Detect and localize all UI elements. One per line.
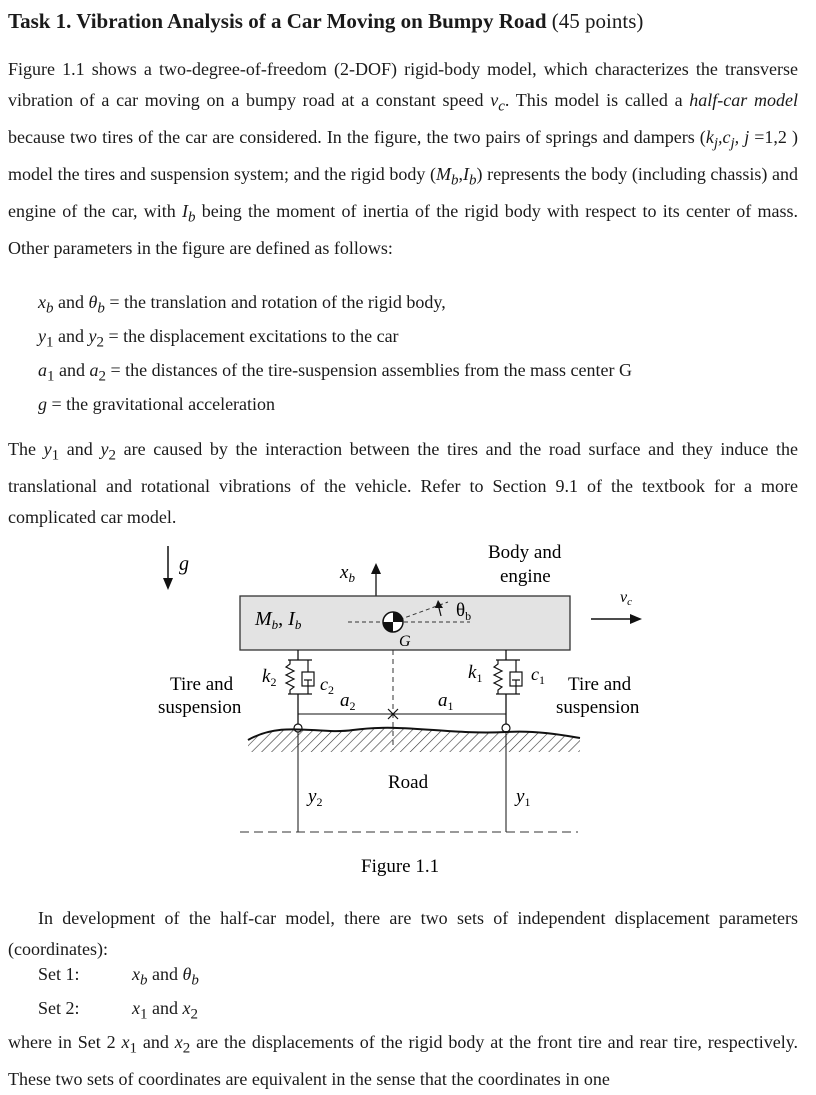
intro-text-3: because two tires of the car are considered. In the figure, the two pairs of springs and dampers (	[8, 126, 706, 147]
rear-suspension	[286, 650, 314, 732]
set-item: Set 2: $x_1$ and $x_2$	[38, 998, 198, 1023]
set-item: Set 1: $x_b$ and $\theta_b$	[38, 964, 199, 989]
c1-label: $c_1$	[531, 664, 545, 687]
a2-label: $a_2$	[340, 690, 356, 713]
speed-label: vc	[620, 589, 632, 608]
definitions-list	[38, 285, 798, 421]
intro-text-5: represents the body (including chassis) and engine of the car, with	[8, 163, 799, 221]
page-title	[8, 8, 798, 34]
left-label-line2: suspension	[158, 697, 242, 718]
front-suspension	[494, 650, 522, 732]
gravity-label: g	[179, 553, 189, 575]
right-label-line2: suspension	[556, 697, 640, 718]
y2-label: $y_2$	[308, 786, 323, 809]
intro-text-4: model the tires and suspension system; and the rigid body (	[8, 163, 436, 184]
title-points: (45 points)	[551, 9, 644, 33]
k1-label: $k_1$	[468, 662, 483, 685]
figure-caption: Figure 1.1	[361, 856, 440, 877]
road-label: Road	[388, 772, 429, 793]
definition-item: $x_b$ and $\theta_b$ = the translation and rotation of the rigid body,	[38, 292, 446, 317]
intro-text-1: Figure 1.1 shows a two-degree-of-freedom (2-DOF) rigid-body model, which characterizes the transverse vibration of a car moving on a bumpy road at a constant speed	[8, 59, 798, 110]
y1-label: $y_1$	[516, 786, 531, 809]
half-car-figure	[8, 530, 798, 885]
mass-inertia-label: $M_b$, $I_b$	[255, 608, 302, 632]
theta-label: $\theta_b$	[456, 600, 472, 623]
intro-paragraph: Figure 1.1 shows a two-degree-of-freedom (2-DOF) rigid-body model, which characterizes the transverse vibration of a car moving on a bumpy road at a constant speed $v_c$. This model is called a half-car model because two tires of the car are considered. In the figure, the two pairs of springs and dampers ($k_j,c_j$, j =1,2 ) model the tires and suspension system; and the rigid body $(M_b,I_b)$ represents the body (including chassis) and engine of the car, with $I_b$ being the moment of inertia of the rigid body with respect to its center of mass. Other parameters in the figure are defined as follows:	[8, 59, 799, 258]
definition-item: g = the gravitational acceleration	[38, 394, 276, 414]
excitation-paragraph: The $y_1$ and $y_2$ are caused by the interaction between the tires and the road surface and they induce the translational and rotational vibrations of the vehicle. Refer to Section 9.1 of the textbook for a more complicated car model.	[8, 439, 799, 527]
coordinate-sets	[38, 957, 798, 1025]
body-label-line1: Body and	[488, 542, 562, 563]
intro-text-6: being the moment of inertia of the rigid body with respect to its center of mass. Other parameters in the figure are defined as follows:	[8, 200, 799, 258]
right-label-line1: Tire and	[568, 674, 632, 695]
xb-label: $x_b$	[340, 562, 355, 585]
definition-item: $a_1$ and $a_2$ = the distances of the tire-suspension assemblies from the mass center G	[38, 360, 633, 385]
closing-paragraph: where in Set 2 $x_1$ and $x_2$ are the displacements of the rigid body at the front tire and rear tire, respectively. These two sets of coordinates are equivalent in the sense that the coordinates in one	[8, 1032, 799, 1090]
coordinates-paragraph: In development of the half-car model, there are two sets of independent displacement parameters (coordinates):	[8, 908, 798, 959]
a1-label: $a_1$	[438, 690, 454, 713]
springs-expression: $k_j,c_j$, j	[705, 126, 750, 152]
speed-symbol: $v_c$	[490, 89, 505, 115]
intro-text-2: . This model is called a	[504, 89, 683, 110]
center-label: G	[399, 633, 411, 650]
half-car-diagram	[8, 530, 798, 885]
k2-label: $k_2$	[262, 666, 277, 689]
half-car-term: half-car model	[689, 89, 798, 110]
c2-label: $c_2$	[320, 674, 334, 697]
definition-item: $y_1$ and $y_2$ = the displacement excitations to the car	[38, 326, 399, 351]
title-text: Task 1. Vibration Analysis of a Car Moving on Bumpy Road	[8, 9, 547, 33]
left-label-line1: Tire and	[170, 674, 234, 695]
body-label-line2: engine	[500, 566, 551, 587]
page	[8, 0, 799, 1090]
